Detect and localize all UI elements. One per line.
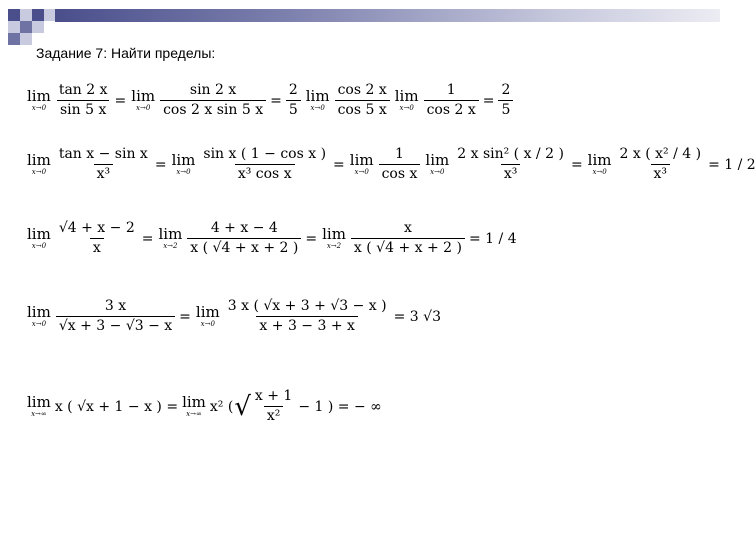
fraction: $\frac{3 x ( √x + 3 + √3 - x )}{x + 3 - 3 + x}$ bbox=[227, 298, 387, 334]
limit-operator: lim x→2 bbox=[322, 225, 346, 250]
limit-operator: lim x→0 bbox=[425, 151, 450, 176]
fraction: $\frac{1}{\cos 2 x}$ bbox=[424, 82, 479, 119]
limit-operator: lim x→0 bbox=[305, 87, 330, 112]
formula-1: lim x→0 $\frac{\tan 2 x}{\sin 5 x}$ = lim x→0 $\frac{\sin 2 x}{\text{cos 2 x sin 5 x}}$ = $\frac{2}{5}$ lim x→0 $\frac{\cos 2 x}{\cos 5 x}$ lim x→0 $\frac{1}{\cos 2 x}$ = $\frac{2}{5}$ bbox=[24, 82, 515, 119]
fraction: $\frac{2}{5}$ bbox=[498, 82, 513, 119]
fraction: $\frac{3 x}{√x + 3 - √3 - x}$ bbox=[56, 298, 175, 335]
fraction: $\frac{√4 + x - 2}{x}$ bbox=[58, 220, 135, 256]
limit-operator: lim x→0 bbox=[27, 303, 51, 328]
formula-5 bbox=[24, 388, 383, 425]
result: = 1 / 4 bbox=[468, 230, 517, 247]
fraction: $\frac{2}{5}$ bbox=[286, 82, 301, 119]
fraction: $\frac{1}{\text{cos x}}$ bbox=[379, 146, 421, 183]
expression: x ( √x + 1 − x ) = bbox=[54, 398, 179, 415]
formula-3: lim x→0 $\frac{√4 + x - 2}{x}$ = lim x→2 $\frac{4 + x - 4}{x ( √4 + x + 2 )}$ = lim x→2 $\frac{x}{x ( √4 + x + 2 )}$ = 1 / 4 bbox=[27, 220, 517, 256]
decorative-checkerboard bbox=[0, 0, 60, 45]
fraction: $\frac{\sin 2 x}{\text{cos 2 x sin 5 x}}$ bbox=[160, 82, 266, 119]
fraction: $\frac{4 + x - 4}{x ( √4 + x + 2 )}$ bbox=[187, 220, 301, 257]
fraction: $\frac{\text{2 x ( x² / 4 )}}{\text{x³}}$ bbox=[619, 146, 702, 182]
expression: x² ( bbox=[209, 398, 234, 415]
fraction: $\frac{x}{x ( √4 + x + 2 )}$ bbox=[351, 220, 465, 257]
formula-2: lim x→0 $\frac{\text{tan x − sin x}}{\text{x³}}$ = lim x→0 $\frac{\text{sin x ( 1 − cos x )}}{\text{x³ cos x}}$ = lim x→0 $\frac{1}{\text{cos x}}$ lim x→0 $\frac{\text{2 x sin² ( x / 2 )}}{\text{x³}}$ = lim x→0 $\frac{\text{2 x ( x² / 4 )}}{\text{x³}}$ = 1 / 2 bbox=[27, 146, 756, 182]
limit-operator: lim x→0 bbox=[27, 87, 51, 112]
expression: − 1 ) = − ∞ bbox=[298, 398, 382, 415]
square-root bbox=[234, 388, 297, 425]
limit-operator: lim x→0 bbox=[587, 151, 612, 176]
fraction: $\frac{x + 1}{\text{x²}}$ bbox=[254, 388, 293, 424]
limit-operator: lim x→0 bbox=[27, 225, 51, 250]
limit-operator: lim x→0 bbox=[394, 87, 419, 112]
result: = 1 / 2 bbox=[708, 156, 756, 173]
limit-operator: lim x→0 bbox=[27, 151, 51, 176]
limit-operator: lim x→2 bbox=[158, 225, 183, 250]
radical-icon: √ bbox=[234, 391, 251, 422]
limit-operator: lim x→∞ bbox=[27, 393, 51, 418]
limit-operator: lim x→0 bbox=[171, 151, 196, 176]
fraction: $\frac{\text{sin x ( 1 − cos x )}}{\text{x³ cos x}}$ bbox=[203, 146, 327, 182]
limit-operator: lim x→∞ bbox=[182, 393, 206, 418]
limit-operator: lim x→0 bbox=[349, 151, 374, 176]
formula-4: lim x→0 $\frac{3 x}{√x + 3 - √3 - x}$ = lim x→0 $\frac{3 x ( √x + 3 + √3 - x )}{x + 3 - 3 + x}$ = 3 √3 bbox=[27, 298, 441, 334]
limit-operator: lim x→0 bbox=[195, 303, 220, 328]
fraction: $\frac{\cos 2 x}{\cos 5 x}$ bbox=[335, 82, 390, 119]
decorative-top-bar bbox=[55, 9, 720, 22]
fraction: $\frac{\text{2 x sin² ( x / 2 )}}{\text{x³}}$ bbox=[457, 146, 564, 182]
result: = 3 √3 bbox=[393, 308, 441, 325]
limit-operator: lim x→0 bbox=[131, 87, 156, 112]
fraction: $\frac{\tan 2 x}{\sin 5 x}$ bbox=[58, 82, 108, 118]
page-title: Задание 7: Найти пределы: bbox=[36, 45, 216, 61]
fraction: $\frac{\text{tan x − sin x}}{\text{x³}}$ bbox=[58, 146, 148, 182]
